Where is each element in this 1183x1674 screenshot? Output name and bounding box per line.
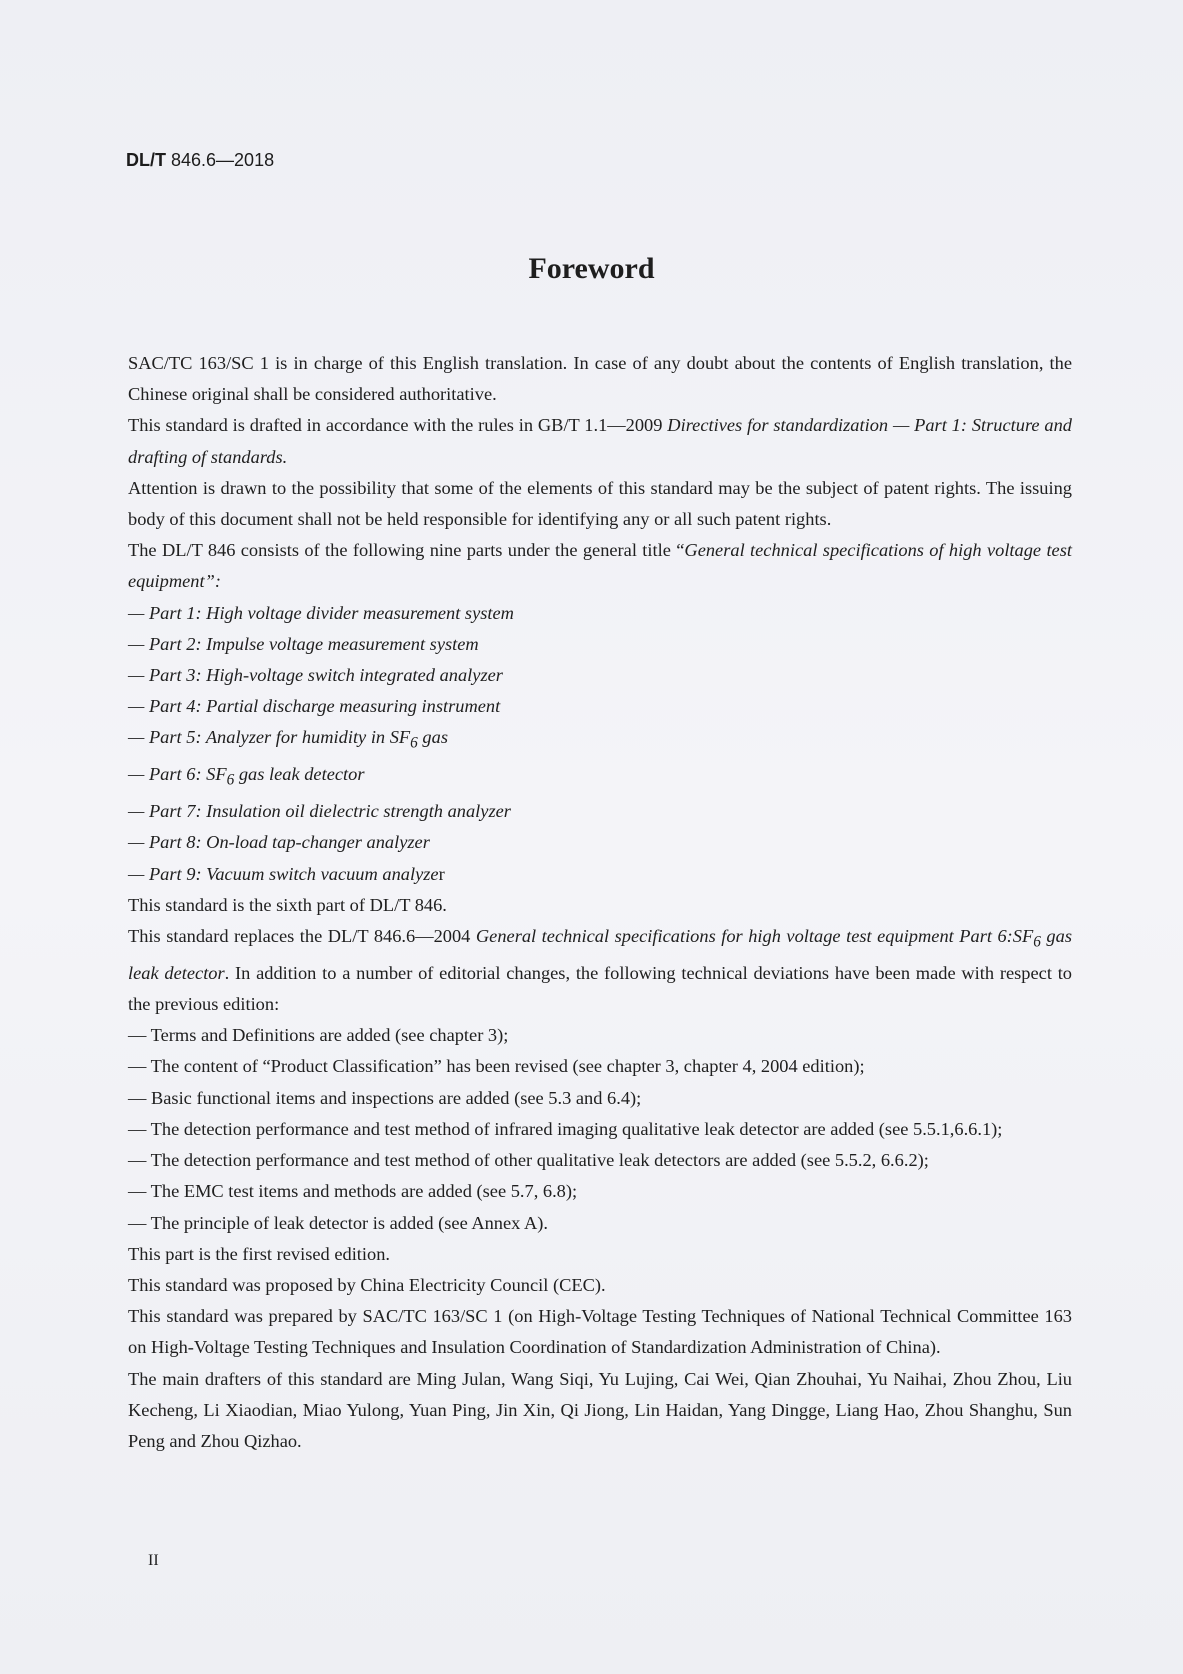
replaces-text: This standard replaces the DL/T 846.6—2004 [128, 926, 476, 946]
part-7-title: — Part 7: Insulation oil dielectric strength analyzer [128, 801, 511, 822]
drafting-rules-text: This standard is drafted in accordance with the rules in GB/T 1.1—2009 [128, 415, 668, 436]
list-item-change-5: — The detection performance and test method of other qualitative leak detectors are added (see 5.5.2, 6.6.2); [128, 1150, 929, 1171]
list-item-part-2 [128, 629, 1072, 660]
part-6-title-a: — Part 6: SF [128, 764, 227, 785]
part-2-title: — Part 2: Impulse voltage measurement system [128, 633, 479, 654]
list-item-part-7 [128, 796, 1072, 827]
paragraph-revised-edition: This part is the first revised edition. [128, 1243, 391, 1264]
paragraph-prepared-by: This standard was prepared by SAC/TC 163/SC 1 (on High-Voltage Testing Techniques of National Technical Committee 163 on High-Voltage Testing Techniques and Insulation Coordination of Standardization Administration of China). [128, 1306, 1072, 1358]
drafting-rules-reference: Directives for standardization — Part 1: Structure and drafting of standards. [128, 415, 1073, 467]
part-9-title-end: r [438, 863, 445, 884]
paragraph-replaces [128, 921, 1072, 1020]
list-item-part-8 [128, 827, 1072, 858]
list-item-change-7: — The principle of leak detector is added (see Annex A). [128, 1212, 548, 1233]
list-item-part-5 [128, 722, 1072, 759]
part-3-title: — Part 3: High-voltage switch integrated analyzer [128, 665, 503, 686]
part-5-title-a: — Part 5: Analyzer for humidity in SF [128, 727, 411, 748]
list-item-change-6: — The EMC test items and methods are added (see 5.7, 6.8); [128, 1181, 578, 1202]
series-intro-end: ”: [204, 571, 221, 592]
part-8-title: — Part 8: On-load tap-changer analyzer [128, 832, 430, 853]
list-item-part-6 [128, 759, 1072, 796]
foreword-body [128, 348, 1072, 1457]
replaces-text-end: . In addition to a number of editorial changes, the following technical deviations have been made with respect to the previous edition: [128, 962, 1072, 1015]
part-1-title: — Part 1: High voltage divider measurement system [128, 602, 514, 623]
list-item-change-4: — The detection performance and test method of infrared imaging qualitative leak detector are added (see 5.5.1,6.6.1); [128, 1118, 1003, 1139]
standard-code-prefix: DL/T [126, 150, 166, 170]
paragraph-drafting-rules [128, 410, 1072, 472]
paragraph-translation-note: SAC/TC 163/SC 1 is in charge of this English translation. In case of any doubt about the contents of English translation, the Chinese original shall be considered authoritative. [128, 353, 1072, 405]
part-9-title: — Part 9: Vacuum switch vacuum analyze [128, 863, 439, 884]
paragraph-sixth-part: This standard is the sixth part of DL/T 846. [128, 894, 447, 915]
list-item-part-1 [128, 598, 1072, 629]
list-item-part-4 [128, 691, 1072, 722]
replaced-title-a: General technical specifications for high voltage test equipment Part 6:SF [475, 926, 1034, 946]
list-item-change-2: — The content of “Product Classification” has been revised (see chapter 3, chapter 4, 2004 edition); [128, 1056, 865, 1077]
list-item-part-9 [128, 859, 1072, 890]
paragraph-proposed-by: This standard was proposed by China Electricity Council (CEC). [128, 1274, 606, 1295]
series-intro-text: The DL/T 846 consists of the following nine parts under the general title “ [128, 540, 685, 561]
list-item-change-1: — Terms and Definitions are added (see chapter 3); [128, 1025, 509, 1046]
part-6-title [128, 764, 365, 789]
standard-code-number: 846.6—2018 [166, 150, 275, 170]
list-item-part-3 [128, 660, 1072, 691]
page-number: II [148, 1552, 159, 1569]
part-5-title [128, 727, 448, 753]
paragraph-drafters: The main drafters of this standard are Ming Julan, Wang Siqi, Yu Lujing, Cai Wei, Qian Zhouhai, Yu Naihai, Zhou Zhou, Liu Kecheng, Li Xiaodian, Miao Yulong, Yuan Ping, Jin Xin, Qi Jiong, Lin Haidan, Yang Dingge, Liang Hao, Zhou Shanghu, Sun Peng and Zhou Qizhao. [128, 1368, 1072, 1451]
replaced-title-subscript: 6 [1033, 933, 1041, 951]
replaced-title-b: gas leak detector [128, 926, 1072, 983]
series-general-title: General technical specifications of high voltage test equipment [128, 540, 1072, 592]
paragraph-patent-notice: Attention is drawn to the possibility that some of the elements of this standard may be the subject of patent rights. The issuing body of this document shall not be held responsible for identifying any or all such patent rights. [128, 477, 1072, 530]
part-5-title-b: gas [417, 727, 448, 748]
paragraph-series-intro [128, 535, 1072, 597]
page-title: Foreword [528, 252, 655, 285]
part-6-title-b: gas leak detector [234, 764, 365, 785]
part-4-title: — Part 4: Partial discharge measuring instrument [128, 696, 501, 717]
part-5-subscript: 6 [410, 735, 418, 753]
standard-code [126, 150, 274, 171]
part-6-subscript: 6 [226, 771, 235, 789]
list-item-change-3: — Basic functional items and inspections are added (see 5.3 and 6.4); [128, 1087, 642, 1108]
